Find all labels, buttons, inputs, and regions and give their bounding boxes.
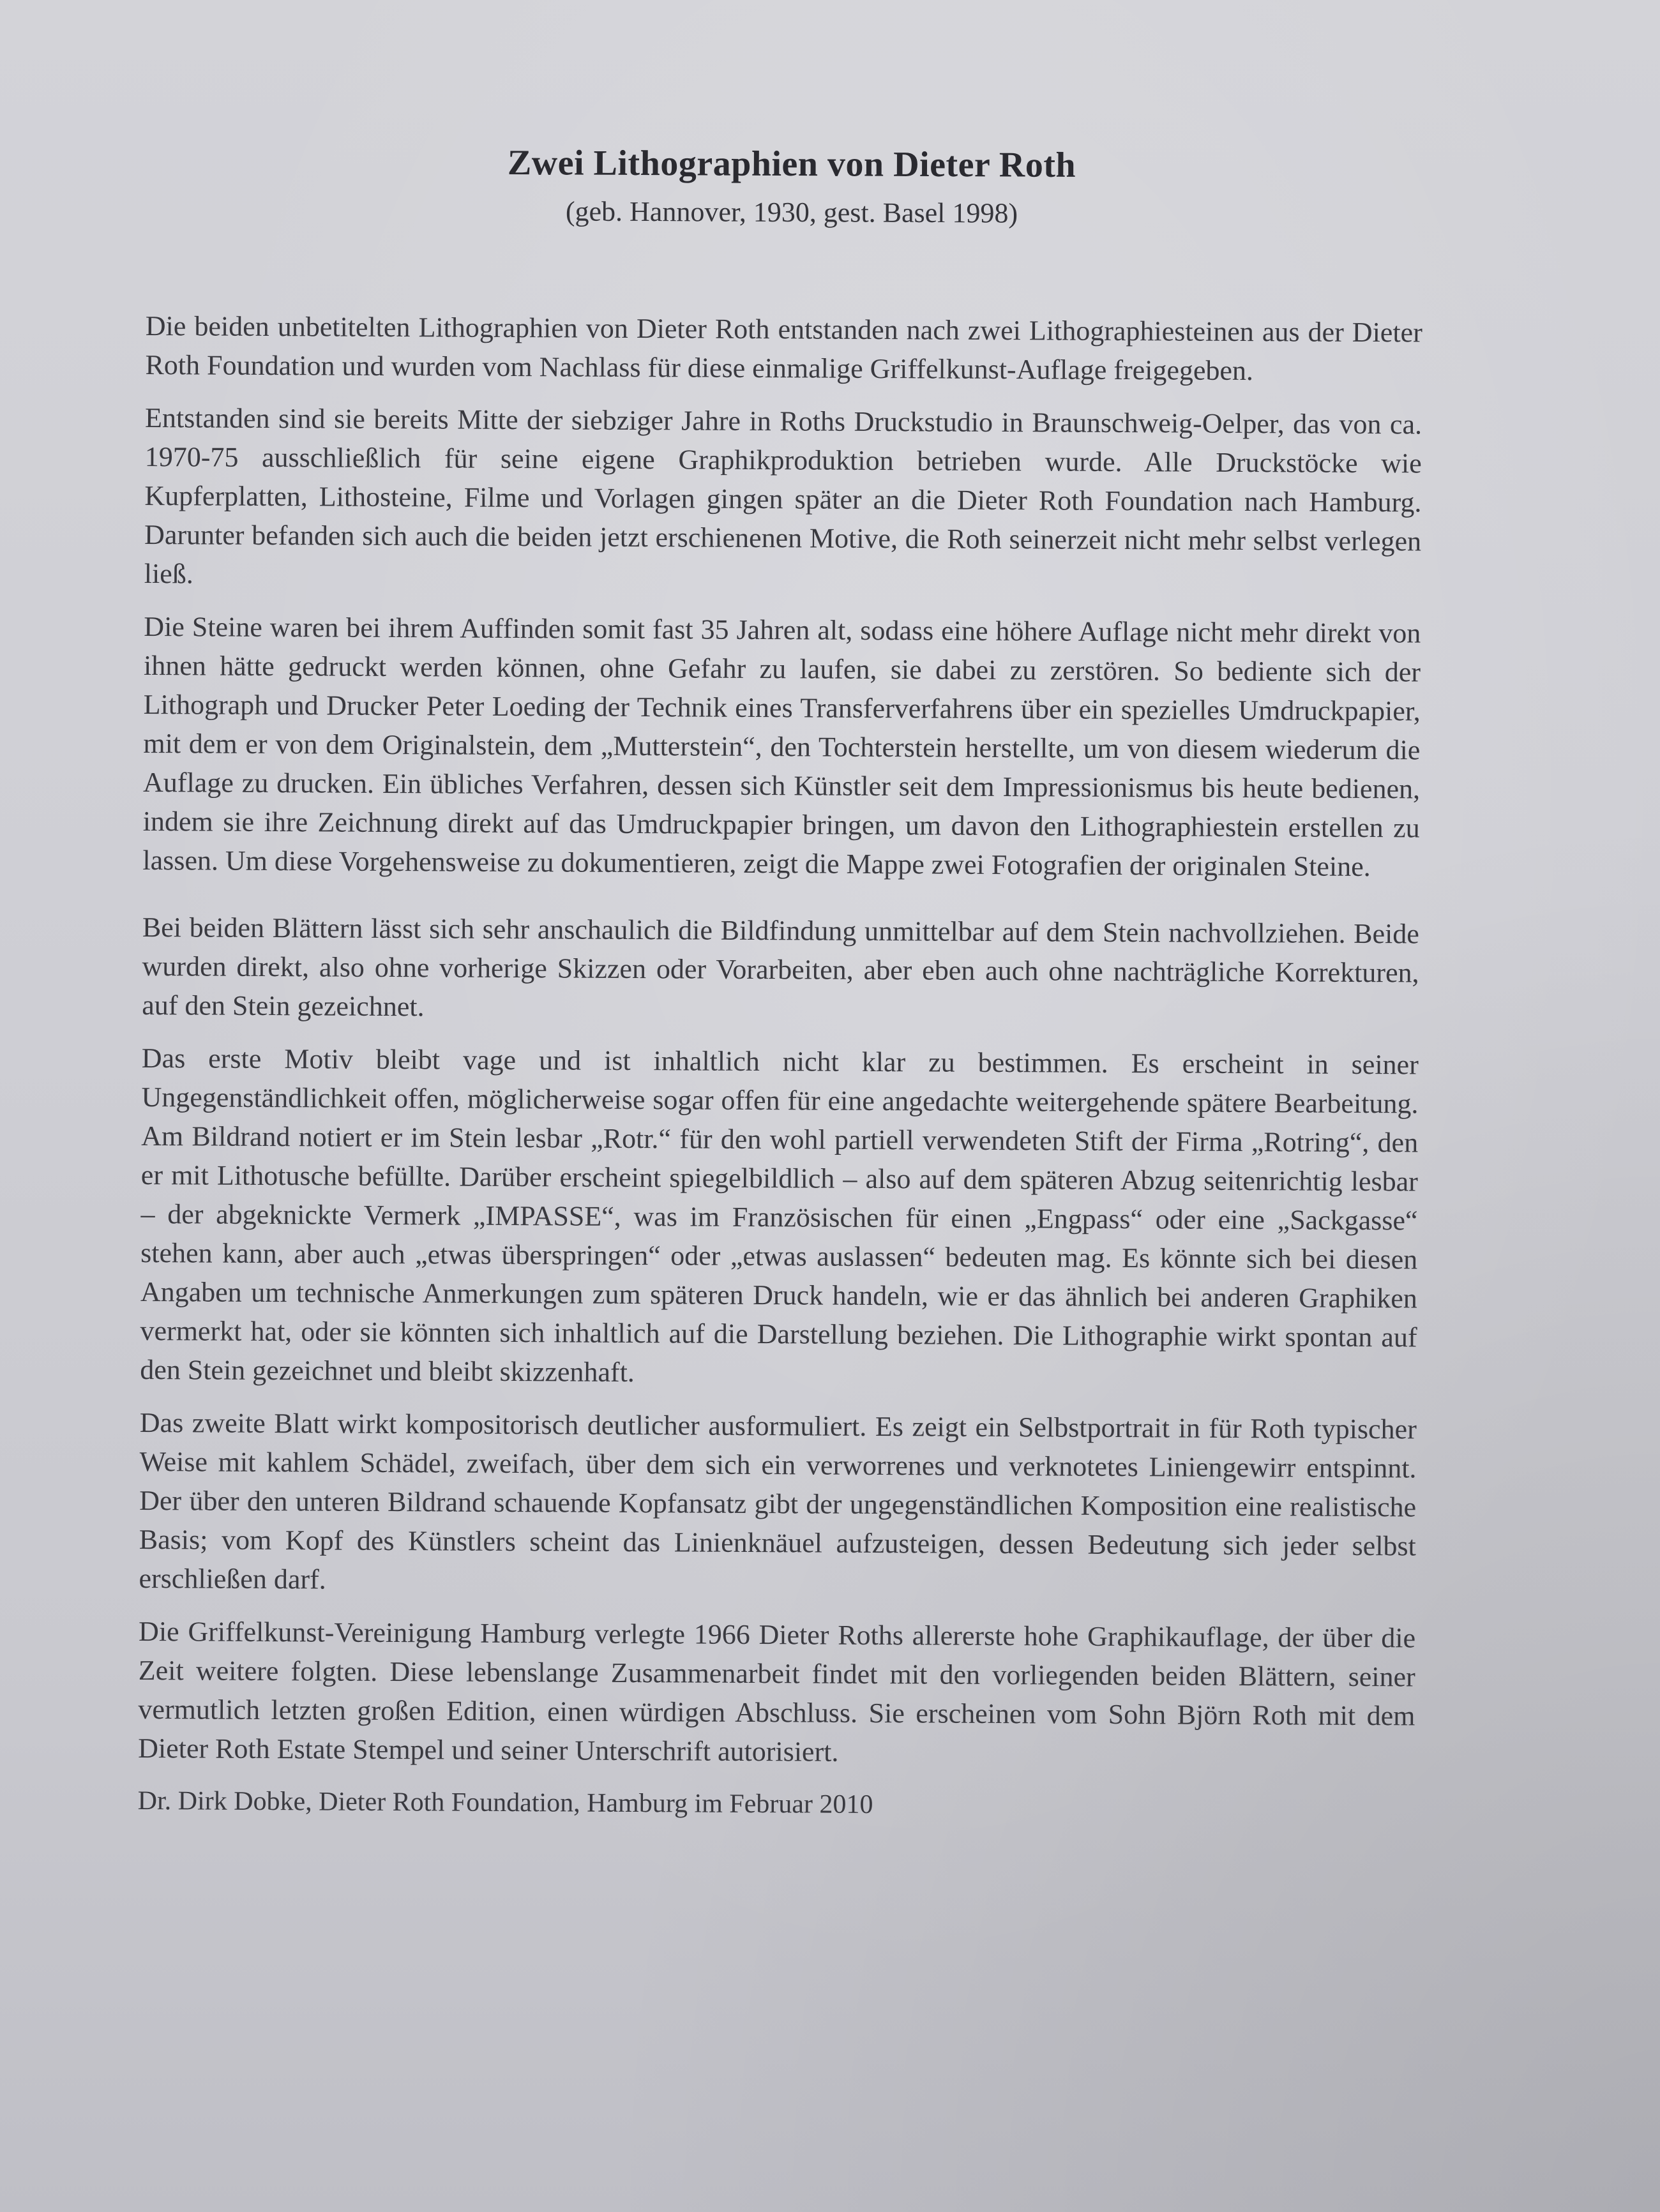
paragraph-3: Die Steine waren bei ihrem Auffinden somit fast 35 Jahren alt, sodass eine höhere Auflage nicht mehr direkt von ihnen hätte gedruckt werden können, ohne Gefahr zu laufen, sie dabei zu zerstören. So bediente sich der Lithograph und Drucker Peter Loeding der Technik eines Transferverfahrens über ein spezielles Umdruckpapier, mit dem er von dem Originalstein, dem „Mutterstein“, den Tochterstein herstellte, um von diesem wiederum die Auflage zu drucken. Ein übliches Verfahren, dessen sich Künstler seit dem Impressionismus bis heute bedienen, indem sie ihre Zeichnung direkt auf das Umdruckpapier bringen, um davon den Lithographiestein erstellen zu lassen. Um diese Vorgehensweise zu dokumentieren, zeigt die Mappe zwei Fotografien der originalen Steine. [142,610,1421,883]
paragraph-6: Das zweite Blatt wirkt kompositorisch deutlicher ausformuliert. Es zeigt ein Selbstportrait in für Roth typischer Weise mit kahlem Schädel, zweifach, über dem sich ein verworrenes und verknotetes Liniengewirr entspinnt. Der über den unteren Bildrand schauende Kopfansatz gibt der ungegenständlichen Komposition eine realistische Basis; vom Kopf des Künstlers scheint das Linienknäuel aufzusteigen, dessen Bedeutung sich jeder selbst erschließen darf. [139,1406,1417,1595]
document-subtitle: (geb. Hannover, 1930, gest. Basel 1998) [565,195,1018,229]
paragraph-7: Die Griffelkunst-Vereinigung Hamburg verlegte 1966 Dieter Roths allererste hohe Graphikauflage, der über die Zeit weitere folgten. Diese lebenslange Zusammenarbeit findet mit den vorliegenden beiden Blättern, seiner vermutlich letzten großen Edition, einen würdigen Abschluss. Sie erscheinen vom Sohn Björn Roth mit dem Dieter Roth Estate Stempel und seiner Unterschrift autorisiert. [138,1615,1416,1768]
paragraph-2: Entstanden sind sie bereits Mitte der siebziger Jahre in Roths Druckstudio in Braunschweig-Oelper, das von ca. 1970-75 ausschließlich für seine eigene Graphikproduktion betrieben wurde. Alle Druckstöcke wie Kupferplatten, Lithosteine, Filme und Vorlagen gingen später an die Dieter Roth Foundation nach Hamburg. Darunter befanden sich auch die beiden jetzt erschienenen Motive, die Roth seinerzeit nicht mehr selbst verlegen ließ. [144,402,1422,590]
paragraph-4: Bei beiden Blättern lässt sich sehr anschaulich die Bildfindung unmittelbar auf dem Stein nachvollziehen. Beide wurden direkt, also ohne vorherige Skizzen oder Vorarbeiten, aber eben auch ohne nachträgliche Korrekturen, auf den Stein gezeichnet. [142,911,1420,1023]
paragraph-1: Die beiden unbetitelten Lithographien von Dieter Roth entstanden nach zwei Lithographiesteinen aus der Dieter Roth Foundation und wurden vom Nachlass für diese einmalige Griffelkunst-Auflage freigegeben. [145,310,1422,387]
document-body [138,306,1422,1827]
signature-line: Dr. Dirk Dobke, Dieter Roth Foundation, Hamburg im Februar 2010 [137,1786,873,1819]
document-title: Zwei Lithographien von Dieter Roth [507,143,1076,185]
paragraph-5: Das erste Motiv bleibt vage und ist inhaltlich nicht klar zu bestimmen. Es erscheint in seiner Ungegenständlichkeit offen, möglicherweise sogar offen für eine angedachte weitergehende spätere Bearbeitung. Am Bildrand notiert er im Stein lesbar „Rotr.“ für den wohl partiell verwendeten Stift der Firma „Rotring“, den er mit Lithotusche befüllte. Darüber erscheint spiegelbildlich – also auf dem späteren Abzug seitenrichtig lesbar – der abgeknickte Vermerk „IMPASSE“, was im Französischen für einen „Engpass“ oder eine „Sackgasse“ stehen kann, aber auch „etwas überspringen“ oder „etwas auslassen“ bedeuten mag. Es könnte sich bei diesen Angaben um technische Anmerkungen zum späteren Druck handeln, wie er das ähnlich bei anderen Graphiken vermerkt hat, oder sie könnten sich inhaltlich auf die Darstellung beziehen. Die Lithographie wirkt spontan auf den Stein gezeichnet und bleibt skizzenhaft. [140,1042,1419,1388]
